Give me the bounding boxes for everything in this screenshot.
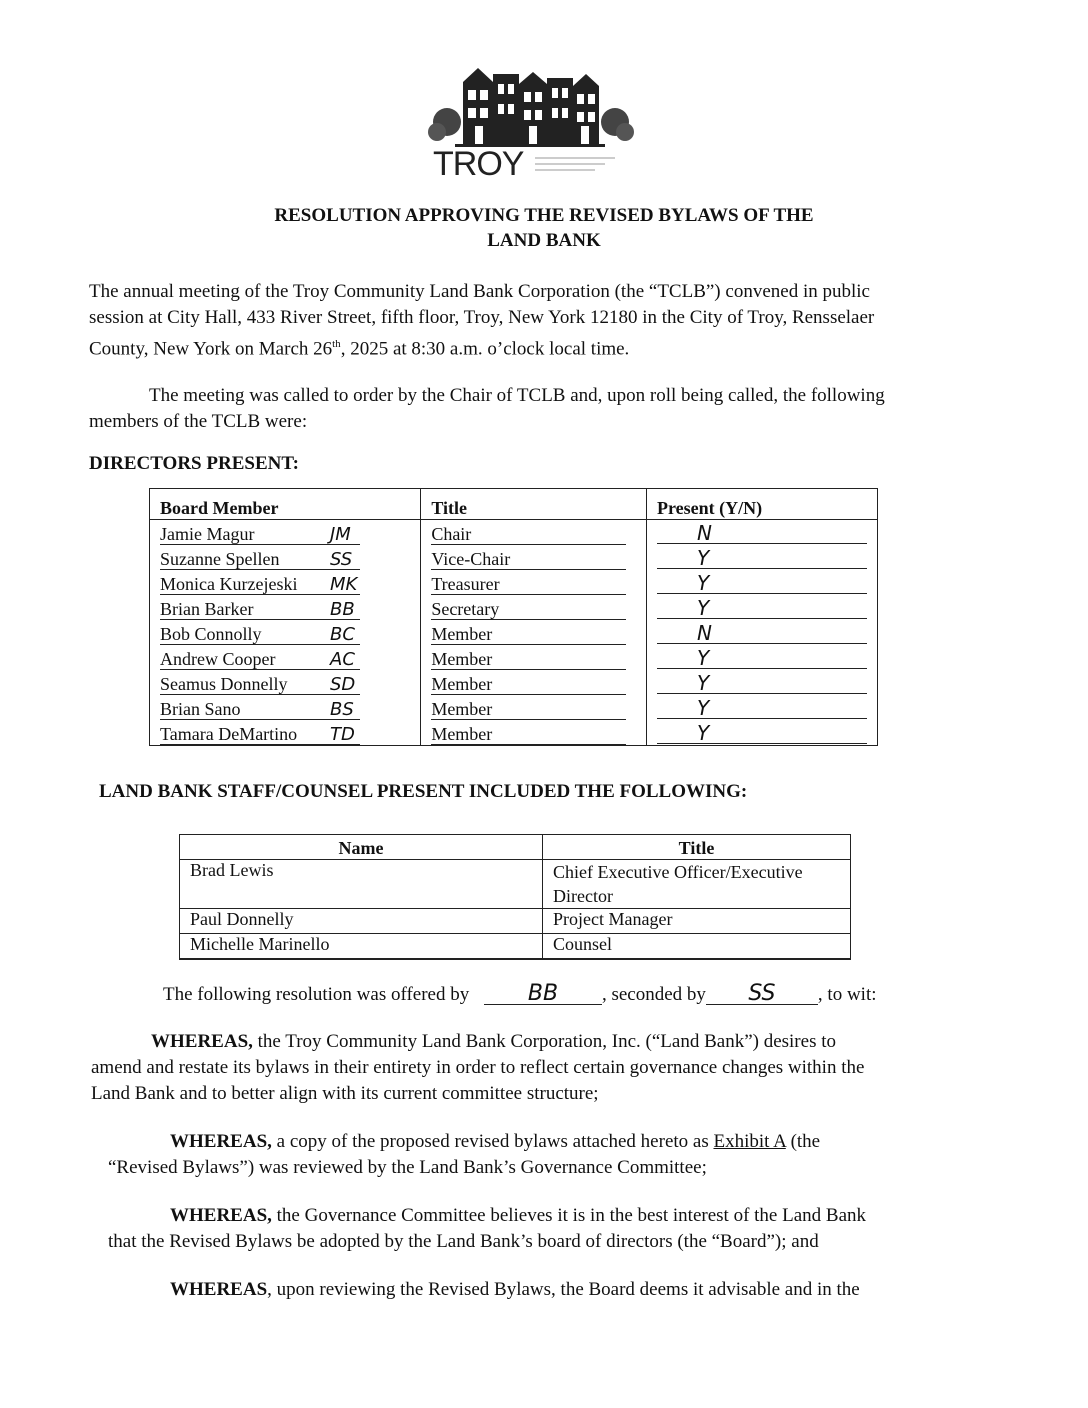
svg-text:TROY: TROY bbox=[433, 145, 524, 180]
title-cell bbox=[421, 670, 647, 695]
member-cell bbox=[150, 670, 421, 695]
rollcall-line: members of the TCLB were: bbox=[89, 411, 308, 432]
table-row bbox=[150, 720, 878, 746]
staff-title: Counsel bbox=[543, 934, 851, 960]
member-cell bbox=[150, 595, 421, 620]
rowhouses-illustration bbox=[425, 62, 635, 180]
table-row bbox=[150, 620, 878, 645]
table-row bbox=[150, 670, 878, 695]
present-mark: Y bbox=[657, 649, 867, 669]
ordinal-suffix: th bbox=[332, 338, 341, 350]
table-row bbox=[150, 595, 878, 620]
exhibit-reference: Exhibit A bbox=[713, 1131, 786, 1152]
whereas-text: , upon reviewing the Revised Bylaws, the Board deems it advisable and in the bbox=[267, 1279, 860, 1300]
member-name: Jamie Magur bbox=[160, 525, 360, 545]
member-name: Seamus Donnelly bbox=[160, 675, 360, 695]
title-cell bbox=[421, 570, 647, 595]
present-mark: Y bbox=[657, 549, 867, 569]
member-initials: JM bbox=[330, 524, 351, 545]
present-mark: Y bbox=[657, 674, 867, 694]
member-title: Vice-Chair bbox=[431, 550, 626, 570]
present-mark: N bbox=[657, 624, 867, 644]
member-title: Member bbox=[431, 625, 626, 645]
whereas-line: “Revised Bylaws”) was reviewed by the Land Bank’s Governance Committee; bbox=[108, 1157, 707, 1178]
table-row bbox=[150, 645, 878, 670]
intro-text: County, New York on March 26 bbox=[89, 338, 333, 360]
directors-table bbox=[149, 488, 878, 746]
title-line-1: RESOLUTION APPROVING THE REVISED BYLAWS OF THE bbox=[274, 205, 814, 226]
member-initials: SS bbox=[330, 549, 353, 570]
member-initials: BC bbox=[330, 624, 355, 645]
present-cell bbox=[647, 520, 878, 546]
column-header: Title bbox=[543, 835, 851, 860]
table-row bbox=[180, 860, 851, 909]
staff-table bbox=[179, 834, 851, 960]
whereas-keyword: WHEREAS, bbox=[170, 1131, 272, 1152]
whereas-text: the Troy Community Land Bank Corporation, Inc. (“Land Bank”) desires to bbox=[252, 1031, 836, 1052]
member-cell bbox=[150, 545, 421, 570]
present-mark: Y bbox=[657, 574, 867, 594]
offered-line bbox=[163, 982, 1003, 1008]
member-title: Member bbox=[431, 650, 626, 670]
member-title: Member bbox=[431, 725, 626, 745]
offered-by-signature: BB bbox=[484, 984, 602, 1005]
member-title: Member bbox=[431, 675, 626, 695]
whereas-line bbox=[91, 1029, 989, 1055]
whereas-text: a copy of the proposed revised bylaws attached hereto as bbox=[271, 1131, 714, 1152]
column-header: Board Member bbox=[150, 489, 421, 520]
whereas-keyword: WHEREAS bbox=[170, 1279, 268, 1300]
member-name: Monica Kurzejeski bbox=[160, 575, 360, 595]
table-row bbox=[150, 695, 878, 720]
intro-text: , 2025 at 8:30 a.m. o’clock local time. bbox=[340, 338, 630, 360]
member-initials: BS bbox=[330, 699, 354, 720]
table-header-row bbox=[150, 489, 878, 520]
member-name: Brian Sano bbox=[160, 700, 360, 720]
whereas-line: that the Revised Bylaws be adopted by the Land Bank’s board of directors (the “Board”); and bbox=[108, 1231, 819, 1252]
present-mark: Y bbox=[657, 724, 867, 744]
table-row bbox=[180, 909, 851, 934]
title-cell bbox=[421, 595, 647, 620]
member-title: Treasurer bbox=[431, 575, 626, 595]
whereas-clause-4 bbox=[170, 1277, 980, 1303]
member-title: Member bbox=[431, 700, 626, 720]
member-initials: TD bbox=[330, 724, 355, 745]
member-cell bbox=[150, 695, 421, 720]
whereas-line: amend and restate its bylaws in their entirety in order to reflect certain governance changes within the bbox=[91, 1057, 865, 1078]
intro-line bbox=[89, 331, 999, 362]
intro-line: The annual meeting of the Troy Community Land Bank Corporation (the “TCLB”) convened in public bbox=[89, 281, 870, 302]
intro-paragraph bbox=[89, 279, 999, 362]
rollcall-paragraph bbox=[89, 383, 999, 435]
column-header: Name bbox=[180, 835, 543, 860]
member-cell bbox=[150, 520, 421, 546]
staff-heading: LAND BANK STAFF/COUNSEL PRESENT INCLUDED THE FOLLOWING: bbox=[99, 781, 748, 802]
member-name: Andrew Cooper bbox=[160, 650, 360, 670]
table-row bbox=[150, 520, 878, 546]
member-initials: SD bbox=[330, 674, 356, 695]
whereas-clause-1 bbox=[91, 1029, 989, 1107]
staff-name: Michelle Marinello bbox=[180, 934, 543, 960]
column-header: Present (Y/N) bbox=[647, 489, 878, 520]
member-cell bbox=[150, 570, 421, 595]
troy-logo bbox=[425, 62, 635, 180]
table-header-row bbox=[180, 835, 851, 860]
staff-name: Paul Donnelly bbox=[180, 909, 543, 934]
table-row bbox=[180, 934, 851, 960]
title-cell bbox=[421, 545, 647, 570]
member-title: Chair bbox=[431, 525, 626, 545]
title-cell bbox=[421, 695, 647, 720]
seconded-by-signature: SS bbox=[706, 984, 818, 1005]
present-mark: N bbox=[657, 524, 867, 544]
member-initials: MK bbox=[330, 574, 358, 595]
title-cell bbox=[421, 720, 647, 746]
present-cell bbox=[647, 695, 878, 720]
whereas-text: the Governance Committee believes it is in the best interest of the Land Bank bbox=[271, 1205, 867, 1226]
rollcall-line: The meeting was called to order by the Chair of TCLB and, upon roll being called, the following bbox=[149, 385, 885, 406]
whereas-clause-2 bbox=[108, 1129, 978, 1181]
present-cell bbox=[647, 620, 878, 645]
title-cell bbox=[421, 645, 647, 670]
member-cell bbox=[150, 620, 421, 645]
whereas-keyword: WHEREAS, bbox=[170, 1205, 272, 1226]
table-row bbox=[150, 570, 878, 595]
whereas-keyword: WHEREAS, bbox=[151, 1031, 253, 1052]
offered-text: The following resolution was offered by bbox=[163, 984, 470, 1005]
seconded-text: , seconded by bbox=[601, 984, 706, 1005]
to-wit-text: , to wit: bbox=[817, 984, 877, 1005]
present-mark: Y bbox=[657, 599, 867, 619]
member-name: Brian Barker bbox=[160, 600, 360, 620]
staff-name: Brad Lewis bbox=[180, 860, 543, 909]
whereas-clause-3 bbox=[108, 1203, 978, 1255]
member-initials: AC bbox=[330, 649, 355, 670]
present-cell bbox=[647, 720, 878, 746]
present-cell bbox=[647, 670, 878, 695]
document-title bbox=[0, 203, 1088, 253]
member-initials: BB bbox=[330, 599, 355, 620]
whereas-text: (the bbox=[785, 1131, 821, 1152]
member-cell bbox=[150, 645, 421, 670]
intro-line: session at City Hall, 433 River Street, fifth floor, Troy, New York 12180 in the City of Troy, Rensselaer bbox=[89, 307, 875, 328]
title-cell bbox=[421, 520, 647, 546]
whereas-line bbox=[170, 1277, 980, 1303]
member-name: Bob Connolly bbox=[160, 625, 360, 645]
member-title: Secretary bbox=[431, 600, 626, 620]
staff-title: Director bbox=[553, 886, 613, 906]
present-cell bbox=[647, 545, 878, 570]
member-name: Tamara DeMartino bbox=[160, 725, 360, 745]
member-name: Suzanne Spellen bbox=[160, 550, 360, 570]
table-row bbox=[150, 545, 878, 570]
column-header: Title bbox=[421, 489, 647, 520]
staff-title: Project Manager bbox=[543, 909, 851, 934]
whereas-line bbox=[108, 1129, 978, 1155]
title-cell bbox=[421, 620, 647, 645]
title-line-2: LAND BANK bbox=[487, 230, 601, 251]
present-cell bbox=[647, 570, 878, 595]
staff-title: Chief Executive Officer/Executive bbox=[553, 862, 803, 882]
staff-title-cell bbox=[543, 860, 851, 909]
present-mark: Y bbox=[657, 699, 867, 719]
member-cell bbox=[150, 720, 421, 746]
present-cell bbox=[647, 595, 878, 620]
present-cell bbox=[647, 645, 878, 670]
whereas-line: Land Bank and to better align with its current committee structure; bbox=[91, 1083, 599, 1104]
directors-heading: DIRECTORS PRESENT: bbox=[89, 453, 299, 474]
whereas-line bbox=[108, 1203, 978, 1229]
